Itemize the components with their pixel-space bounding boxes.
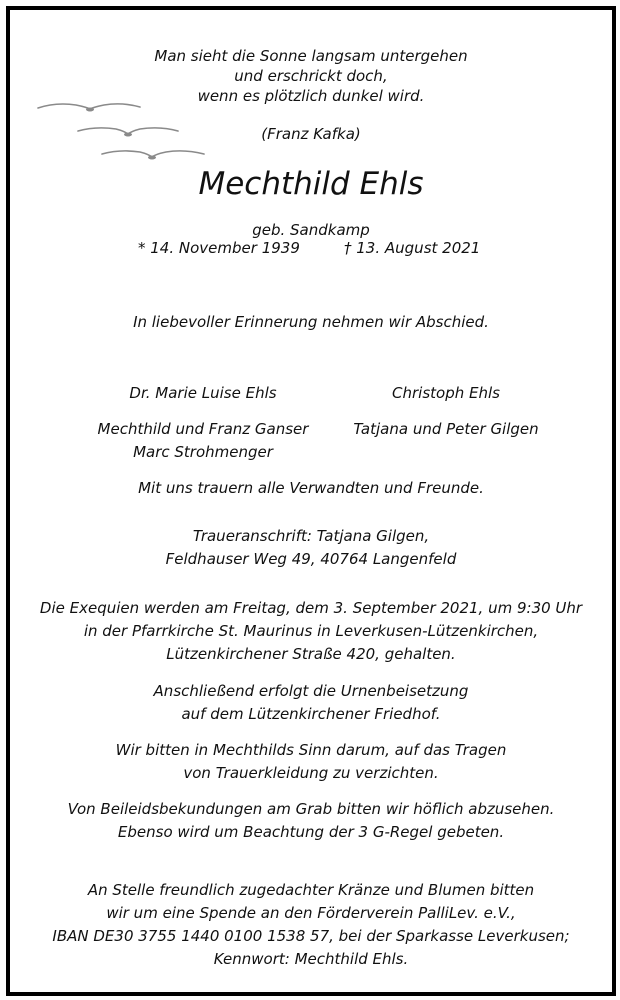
service-line: Lützenkirchener Straße 420, gehalten. (166, 645, 456, 663)
mourner-right: Christoph Ehls (392, 384, 500, 402)
quote-line: Man sieht die Sonne langsam untergehen (154, 47, 468, 65)
farewell-line: In liebevoller Erinnerung nehmen wir Abschied. (133, 313, 489, 331)
mourner-left: Mechthild und Franz Ganser (97, 420, 309, 438)
mourner-right: Tatjana und Peter Gilgen (353, 420, 539, 438)
birth-date: * 14. November 1939 (138, 239, 300, 257)
obituary-notice (6, 6, 616, 996)
quote-line: wenn es plötzlich dunkel wird. (197, 87, 425, 105)
condolences-line: Von Beileidsbekundungen am Grab bitten wir höflich abzusehen. (67, 800, 555, 818)
deceased-name: Mechthild Ehls (198, 166, 424, 202)
quote-author: (Franz Kafka) (261, 125, 361, 143)
quote-line: und erschrickt doch, (234, 67, 388, 85)
address-line: Feldhauser Weg 49, 40764 Langenfeld (165, 550, 457, 568)
mourner-left: Marc Strohmenger (133, 443, 273, 461)
donation-line: An Stelle freundlich zugedachter Kränze und Blumen bitten (87, 881, 535, 899)
donation-line: IBAN DE30 3755 1440 0100 1538 57, bei der Sparkasse Leverkusen; (52, 927, 570, 945)
condolences-line: Ebenso wird um Beachtung der 3 G-Regel gebeten. (117, 823, 505, 841)
burial-line: auf dem Lützenkirchener Friedhof. (181, 705, 441, 723)
service-line: Die Exequien werden am Freitag, dem 3. September 2021, um 9:30 Uhr (39, 599, 583, 617)
burial-line: Anschließend erfolgt die Urnenbeisetzung (153, 682, 469, 700)
death-date: † 13. August 2021 (344, 239, 481, 257)
service-line: in der Pfarrkirche St. Maurinus in Leverkusen-Lützenkirchen, (83, 622, 539, 640)
donation-line: Kennwort: Mechthild Ehls. (213, 950, 409, 968)
maiden-name: geb. Sandkamp (252, 221, 370, 239)
attire-line: Wir bitten in Mechthilds Sinn darum, auf das Tragen (115, 741, 507, 759)
attire-line: von Trauerkleidung zu verzichten. (183, 764, 439, 782)
mourner-left: Dr. Marie Luise Ehls (129, 384, 277, 402)
relatives-line: Mit uns trauern alle Verwandten und Freunde. (138, 479, 484, 497)
donation-line: wir um eine Spende an den Förderverein PalliLev. e.V., (106, 904, 516, 922)
address-line: Traueranschrift: Tatjana Gilgen, (192, 527, 430, 545)
